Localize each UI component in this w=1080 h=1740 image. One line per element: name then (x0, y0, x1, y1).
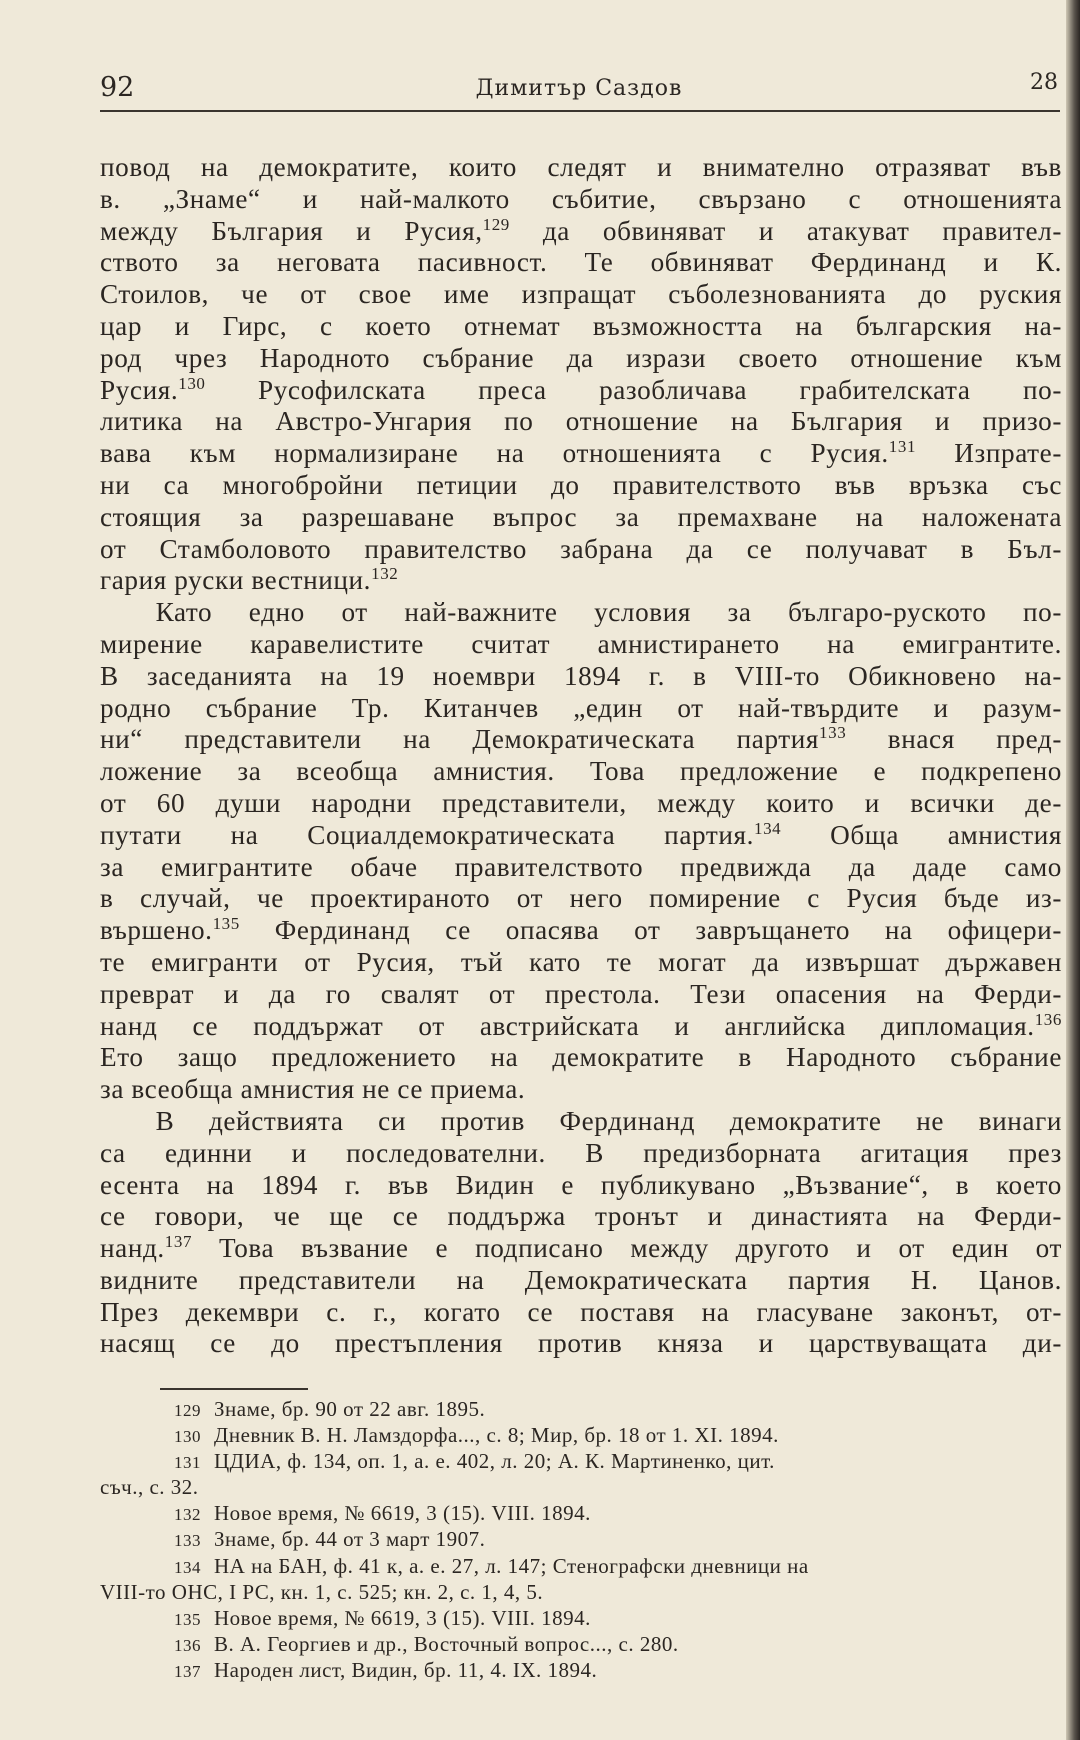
text-line-content: стоящия за разрешаване въпрос за премахване на наложената (100, 501, 1062, 532)
text-line-content: те емигранти от Русия, тъй като те могат да извършат държавен (100, 946, 1062, 977)
text-line (100, 1011, 1062, 1043)
text-line-content: вършено. (100, 915, 213, 946)
text-line-content: есента на 1894 г. във Видин е публикувано „Възвание“, в което (100, 1169, 1062, 1200)
text-line (100, 915, 1062, 947)
text-line (100, 883, 1062, 915)
text-line-content: преврат и да го свалят от престола. Тези опасения на Ферди- (100, 978, 1062, 1009)
text-line-content: През декември с. г., когато се поставя на гласуване законът, от- (100, 1296, 1062, 1327)
body-text (100, 152, 1062, 1360)
facing-page-number: 28 (1030, 70, 1058, 95)
page-header (100, 68, 1058, 108)
footnote-ref: 131 (888, 438, 917, 457)
footnote-text: VIII-то ОНС, I РС, кн. 1, с. 525; кн. 2, с. 1, 4, 5. (100, 1579, 544, 1604)
footnote-ref: 136 (1034, 1010, 1062, 1029)
text-line-content: от 60 души народни представители, между които и всички де- (100, 787, 1062, 818)
footnote-number: 133 (174, 1531, 201, 1551)
text-line-content: нанд се поддържат от австрийската и английска дипломация. (100, 1010, 1035, 1041)
page-edge-shadow (1066, 0, 1080, 1740)
text-line (100, 502, 1062, 534)
text-line (100, 1074, 1062, 1106)
text-line-continuation: да обвиняват и атакуват правител- (509, 215, 1062, 246)
text-line (100, 343, 1062, 375)
text-line (100, 1328, 1062, 1360)
text-line (100, 279, 1062, 311)
footnote-number: 136 (174, 1635, 201, 1655)
text-line-content: род чрез Народното събрание да изрази своето отношение към (100, 342, 1062, 373)
text-line-content: родно събрание Тр. Китанчев „един от най-твърдите и разум- (100, 692, 1062, 723)
text-line-content: ни са многобройни петиции до правителството във връзка със (100, 469, 1062, 500)
text-line (100, 1201, 1062, 1233)
text-line-content: ството за неговата пасивност. Те обвиняват Фердинанд и К. (100, 247, 1062, 278)
text-line-content: между България и Русия, (100, 215, 483, 246)
footnote-ref: 135 (212, 915, 240, 934)
footnote-ref: 130 (178, 374, 206, 393)
text-line-content: В заседанията на 19 ноември 1894 г. в VIII-то Обикновено на- (100, 660, 1062, 691)
text-line (100, 724, 1062, 756)
footnote-ref: 132 (371, 564, 399, 584)
text-line (100, 1106, 1062, 1138)
text-line-content: видните представители на Демократическата партия Н. Цанов. (100, 1264, 1062, 1295)
footnote (100, 1631, 1062, 1657)
footnote (100, 1500, 1062, 1526)
text-line (100, 247, 1062, 279)
footnote-text: Дневник В. Н. Ламздорфа..., с. 8; Мир, бр. 18 от 1. XI. 1894. (214, 1423, 779, 1448)
footnote (100, 1657, 1062, 1683)
text-line-content: ни“ представители на Демократическата партия (100, 724, 820, 755)
text-line-content: литика на Австро-Унгария по отношение на България и призо- (100, 406, 1062, 437)
text-line (100, 1170, 1062, 1202)
text-line-content: цар и Гирс, с което отнемат възможността на българския на- (100, 310, 1062, 341)
text-line (100, 216, 1062, 248)
footnote (100, 1448, 1062, 1474)
text-line-content: от Стамболовото правителство забрана да се получават в Бъл- (100, 533, 1062, 564)
text-line (100, 597, 1062, 629)
text-line-content: путати на Социалдемократическата партия. (100, 819, 754, 850)
text-line-continuation: внася пред- (846, 724, 1062, 755)
text-line-continuation: Обща амнистия (781, 819, 1062, 850)
text-line (100, 947, 1062, 979)
footnote-ref: 133 (819, 724, 847, 743)
footnote-rule (160, 1388, 308, 1390)
text-line-continuation: Русофилската преса разобличава грабителската по- (205, 374, 1062, 405)
footnote-text: Новое время, № 6619, 3 (15). VIII. 1894. (214, 1605, 591, 1630)
footnote-ref: 129 (482, 215, 510, 234)
text-line-content: Като едно от най-важните условия за българо-руското по- (100, 597, 1062, 628)
page-number: 92 (100, 72, 135, 103)
header-rule (100, 110, 1060, 112)
text-line-content: за емигрантите обаче правителството предвижда да даде само (100, 851, 1062, 882)
text-line-content: Ето защо предложението на демократите в Народното събрание (100, 1042, 1062, 1073)
footnote (100, 1605, 1062, 1631)
footnote-number: 137 (174, 1661, 201, 1681)
footnote-text: В. А. Георгиев и др., Восточный вопрос..., с. 280. (214, 1631, 679, 1656)
text-line-content: Русия. (100, 374, 179, 405)
footnote (100, 1474, 1062, 1500)
footnote-number: 130 (174, 1427, 201, 1447)
text-line (100, 152, 1062, 184)
text-line-content: в случай, че проектираното от него помирение с Русия бъде из- (100, 883, 1062, 914)
running-title: Димитър Саздов (475, 76, 683, 101)
footnote-text: съч., с. 32. (100, 1475, 199, 1500)
text-line (100, 375, 1062, 407)
footnote-text: Народен лист, Видин, бр. 11, 4. IX. 1894. (214, 1657, 598, 1682)
text-line-content: гария руски вестници. (100, 565, 372, 596)
footnote-number: 129 (174, 1401, 201, 1420)
text-line (100, 311, 1062, 343)
text-line (100, 661, 1062, 693)
text-line (100, 788, 1062, 820)
text-line (100, 184, 1062, 216)
text-line (100, 1042, 1062, 1074)
text-line (100, 852, 1062, 884)
footnote (100, 1553, 1062, 1579)
text-line-continuation: Изпрате- (916, 438, 1062, 469)
text-line-continuation: Това възвание е подписано между другото и от един от (192, 1233, 1062, 1264)
footnote (100, 1396, 1062, 1422)
text-line (100, 470, 1062, 502)
footnote (100, 1579, 1062, 1605)
footnote-ref: 134 (753, 819, 782, 838)
text-line (100, 756, 1062, 788)
text-line (100, 565, 1062, 597)
text-line (100, 406, 1062, 438)
text-line (100, 1265, 1062, 1297)
footnote (100, 1422, 1062, 1448)
text-line-content: са единни и последователни. В предизборната агитация през (100, 1137, 1062, 1168)
text-line (100, 820, 1062, 852)
footnote (100, 1526, 1062, 1552)
text-line (100, 1233, 1062, 1265)
footnotes (100, 1396, 1062, 1683)
footnote-number: 131 (174, 1453, 201, 1473)
text-line-content: повод на демократите, които следят и внимателно отразяват във (100, 152, 1062, 182)
footnote-number: 134 (174, 1557, 201, 1577)
footnote-ref: 137 (164, 1233, 193, 1252)
text-line-content: насящ се до престъпления против княза и царствуващата ди- (100, 1328, 1062, 1359)
text-line (100, 629, 1062, 661)
text-line-content: В действията си против Фердинанд демократите не винаги (100, 1105, 1062, 1136)
text-line-content: в. „Знаме“ и най-малкото събитие, свързано с отношенията (100, 183, 1062, 214)
footnote-text: Знаме, бр. 90 от 22 авг. 1895. (214, 1397, 486, 1421)
text-line-content: се говори, че ще се поддържа тронът и династията на Ферди- (100, 1201, 1062, 1232)
footnote-text: НА на БАН, ф. 41 к, а. е. 27, л. 147; Стенографски дневници на (214, 1553, 809, 1578)
text-line (100, 1138, 1062, 1170)
footnote-number: 135 (174, 1609, 201, 1629)
text-line-content: мирение каравелистите считат амнистирането на емигрантите. (100, 628, 1062, 659)
footnote-text: Новое время, № 6619, 3 (15). VIII. 1894. (214, 1501, 591, 1526)
text-line (100, 979, 1062, 1011)
text-line-content: Стоилов, че от свое име изпращат съболезнованията до руския (100, 279, 1062, 310)
text-line-continuation: Фердинанд се опасява от завръщането на офицери- (239, 915, 1062, 946)
footnote-number: 132 (174, 1505, 201, 1525)
text-line-content: ложение за всеобща амнистия. Това предложение е подкрепено (100, 756, 1062, 787)
footnote-text: ЦДИА, ф. 134, оп. 1, а. е. 402, л. 20; А. К. Мартиненко, цит. (214, 1449, 775, 1474)
text-line (100, 1297, 1062, 1329)
text-line (100, 438, 1062, 470)
text-line-content: нанд. (100, 1233, 165, 1264)
text-line (100, 534, 1062, 566)
text-line (100, 693, 1062, 725)
footnote-text: Знаме, бр. 44 от 3 март 1907. (214, 1527, 486, 1552)
text-line-content: за всеобща амнистия не се приема. (100, 1074, 526, 1105)
text-line-content: вава към нормализиране на отношенията с Русия. (100, 438, 889, 469)
